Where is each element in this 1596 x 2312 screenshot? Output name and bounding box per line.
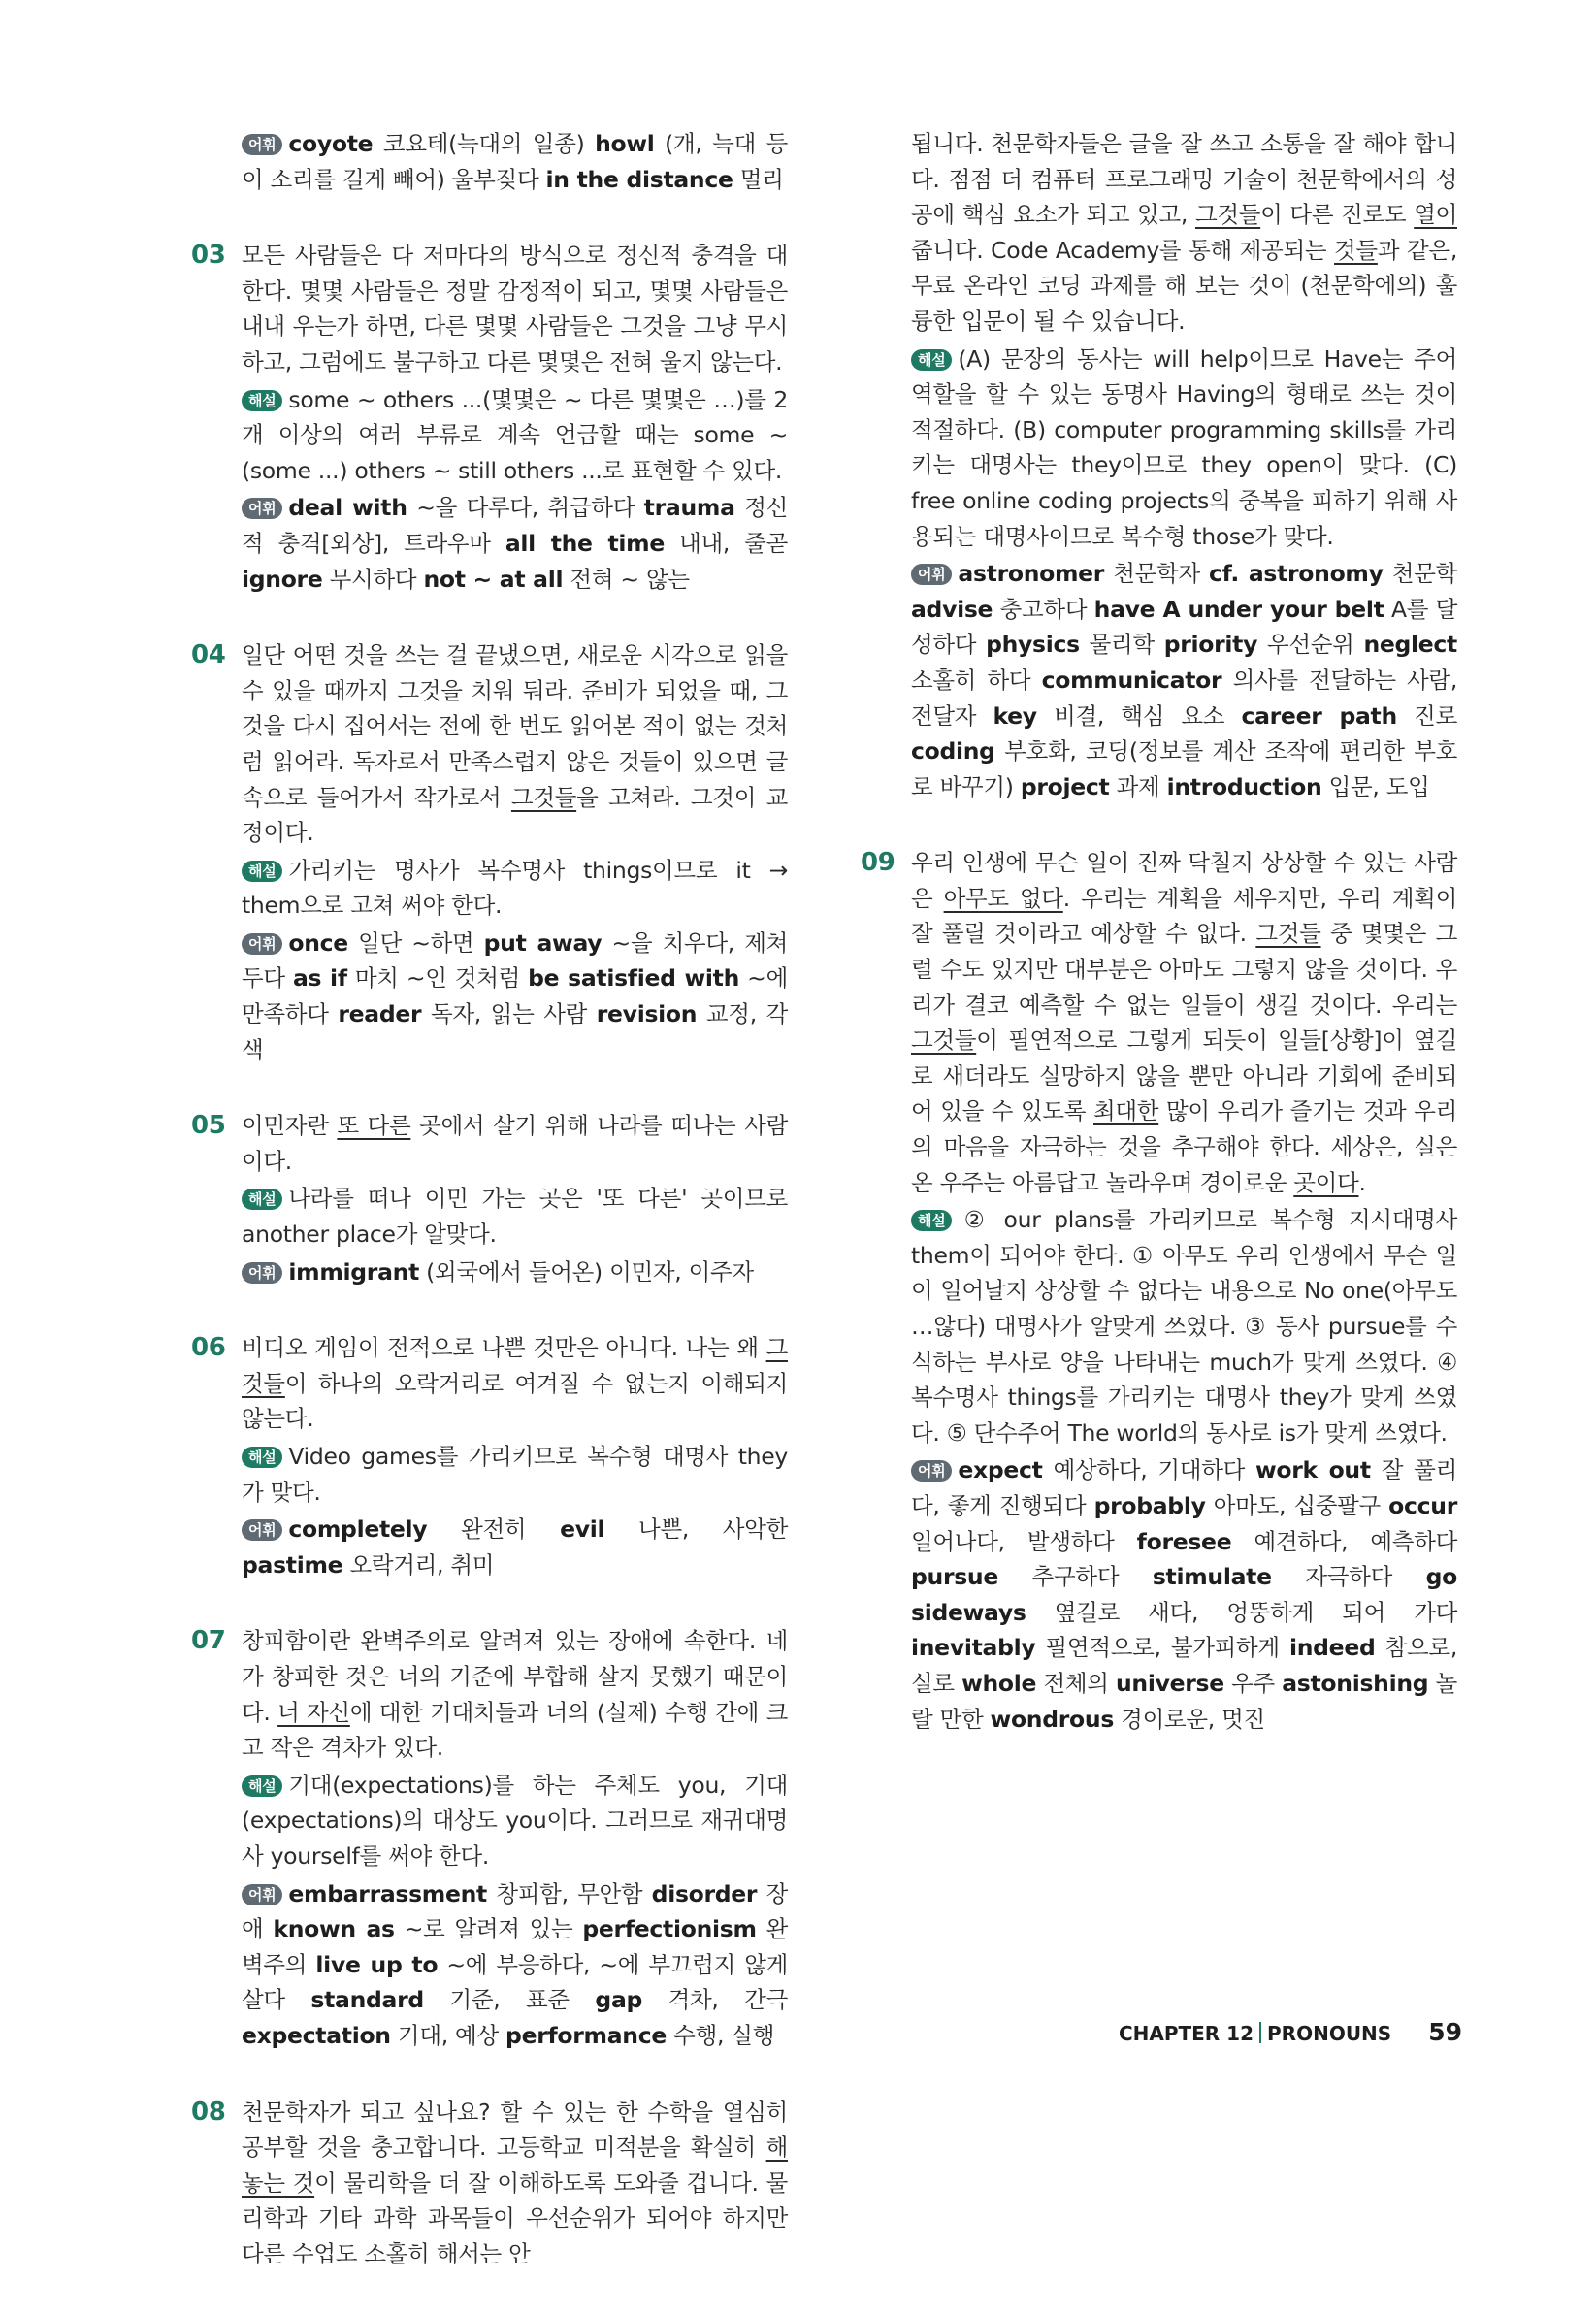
vocab-term: probably	[1093, 1491, 1206, 1519]
item-number: 08	[191, 2097, 226, 2127]
item-04	[191, 637, 788, 1067]
text-run: 내내, 줄곧	[665, 529, 788, 557]
vocab-term: performance	[505, 2021, 667, 2049]
item-07	[191, 1623, 788, 2053]
text-run: 전혀 ~ 않는	[563, 565, 690, 593]
vocab-label: 어휘	[911, 1460, 952, 1482]
passage-translation	[242, 637, 788, 851]
text-run: 교정, 각색	[242, 1000, 788, 1063]
underlined-phrase: 그것들	[1255, 920, 1321, 948]
text-run: 부호화, 코딩(정보를 계산 조작에 편리한 부호로 바꾸기)	[911, 737, 1457, 800]
vocab-term: communicator	[1041, 666, 1222, 694]
text-run: 창피함이란 완벽주의로 알려져 있는 장애에 속한다. 네가 창피한 것은 너의 기준에 부합해 살지 못했기 때문이다.	[242, 1627, 788, 1726]
text-run: ~을 다루다, 취급하다	[407, 494, 644, 522]
text-run: 과제	[1109, 772, 1167, 800]
vocab-term: revision	[596, 1000, 698, 1028]
underlined-phrase: 최대한	[1093, 1097, 1159, 1125]
explanation	[242, 382, 788, 489]
text-run: 완벽주의	[242, 1915, 789, 1978]
vocab-term: go sideways	[911, 1563, 1457, 1626]
passage-translation	[242, 2095, 788, 2272]
text-run: 줍니다. Code Academy를 통해 제공되는	[911, 236, 1335, 264]
vocab-term: reader	[338, 1000, 422, 1028]
text-run: 자극하다	[1271, 1563, 1426, 1591]
item-09	[861, 845, 1457, 1737]
vocab-term: astonishing	[1282, 1669, 1429, 1697]
vocab-term: expect	[958, 1456, 1043, 1484]
section-label: PRONOUNS	[1267, 2022, 1392, 2045]
vocab-term: physics	[986, 631, 1080, 659]
item-number: 06	[191, 1333, 226, 1363]
text-run: A를 달성하다	[911, 595, 1457, 659]
text-run: (외국에서 들어온) 이민자, 이주자	[419, 1257, 754, 1286]
text-run: 오락거리, 취미	[342, 1550, 495, 1579]
text-run: 경이로운, 멋진	[1114, 1705, 1265, 1733]
text-run: 입문, 도입	[1321, 772, 1430, 800]
explain-label: 해설	[911, 1210, 952, 1231]
text-run: 중 몇몇은 그럴 수도 있지만 대부분은 아마도 그렇지 않을 것이다. 우리가 결코 예측할 수 없는 일들이 생길 것이다. 우리는	[911, 920, 1458, 1019]
chapter-label: CHAPTER 12	[1118, 2022, 1254, 2045]
text-run: 진로	[1396, 701, 1457, 730]
vocab-term: not ~ at all	[423, 565, 564, 593]
vocab-term: disorder	[651, 1879, 758, 1907]
text-run: 예상하다, 기대하다	[1042, 1456, 1255, 1484]
vocabulary	[242, 490, 788, 597]
passage-translation	[242, 238, 788, 379]
text-run: 많이 우리가 즐기는 것과 우리의 마음을 자극하는 것을 추구해야 한다. 세상은, 실은 온 우주는 아름답고 놀라우며 경이로운	[911, 1097, 1457, 1196]
vocab-term: immigrant	[288, 1257, 420, 1286]
vocab-term: evil	[560, 1515, 605, 1544]
vocab-term: be satisfied with	[528, 964, 740, 993]
item-number: 05	[191, 1111, 226, 1141]
text-run: 정신적 충격[외상], 트라우마	[242, 494, 788, 557]
text-run: 추구하다	[998, 1563, 1153, 1591]
text-run: 기대(expectations)를 하는 주체도 you, 기대(expectations)의 대상도 you이다. 그러므로 재귀대명사 yourself를 써야 한다.	[242, 1771, 788, 1870]
explain-label: 해설	[242, 1189, 282, 1210]
vocab-term: pastime	[242, 1550, 343, 1579]
text-run: 코요테(늑대의 일종)	[373, 130, 596, 157]
vocab-term: ignore	[242, 565, 323, 593]
text-run: 격차, 간극	[642, 1986, 788, 2014]
vocab-term: key	[993, 701, 1037, 730]
explain-label: 해설	[242, 1447, 282, 1468]
text-run: 우선순위	[1257, 631, 1364, 659]
text-run: 기준, 표준	[423, 1986, 596, 2014]
text-run: (A) 문장의 동사는 will help이므로 Have는 주어 역할을 할 수 있는 동명사 Having의 형태로 쓰는 것이 적절하다. (B) computer programming skills를 가리키는 대명사는 they이므로 they open이 맞다. (C) free online coding projects의 중복을 피하기 위해 사용되는 대명사이므로 복수형 those가 맞다.	[911, 344, 1457, 550]
passage-translation	[242, 1108, 788, 1179]
vocab-term: standard	[310, 1986, 424, 2014]
text-run: 멀리	[733, 165, 784, 193]
vocab-term: advise	[911, 595, 993, 623]
item-number: 07	[191, 1626, 226, 1656]
vocab-term: have A under your belt	[1093, 595, 1384, 623]
text-run: 충고하다	[993, 595, 1094, 623]
explanation	[911, 1202, 1457, 1450]
vocabulary	[242, 1876, 788, 2054]
left-items	[191, 238, 788, 2271]
text-run: 물리학	[1079, 631, 1164, 659]
vocabulary	[242, 1512, 788, 1582]
explain-label: 해설	[242, 390, 282, 411]
vocab-term: completely	[288, 1515, 428, 1544]
vocab-label: 어휘	[242, 134, 282, 155]
footer-divider	[1259, 2022, 1261, 2043]
passage-translation	[242, 1623, 788, 1765]
explain-label: 해설	[911, 349, 952, 371]
text-run: 무시하다	[322, 565, 424, 593]
vocab-term: pursue	[911, 1563, 998, 1591]
text-run: 됩니다. 천문학자들은 글을 잘 쓰고 소통을 잘 해야 합니다. 점점 더 컴퓨터 프로그래밍 기술이 천문학에서의 성공에 핵심 요소가 되고 있고,	[911, 130, 1457, 229]
underlined-phrase: 그것들	[1194, 201, 1261, 229]
vocab-term: embarrassment	[288, 1879, 487, 1907]
underlined-phrase: 아무도 없다	[943, 884, 1063, 912]
vocabulary	[911, 1452, 1457, 1737]
text-run: 일어나다, 발생하다	[911, 1527, 1137, 1555]
vocab-term: put away	[483, 928, 603, 957]
text-run: 기대, 예상	[390, 2021, 506, 2049]
vocab-label: 어휘	[242, 1519, 282, 1541]
text-run: 예견하다, 예측하다	[1231, 1527, 1458, 1555]
underlined-phrase: 그것들	[242, 1334, 788, 1397]
text-run: 장애	[242, 1879, 788, 1943]
text-run: 에 대한 기대치들과 너의 (실제) 수행 간에 크고 작은 격차가 있다.	[242, 1698, 789, 1762]
intro-vocab-block	[191, 126, 788, 197]
vocab-term: whole	[961, 1669, 1037, 1697]
text-run: 천문학자	[1104, 560, 1210, 588]
vocab-term: wondrous	[990, 1705, 1115, 1733]
item-number: 09	[861, 848, 896, 878]
vocab-term: coding	[911, 737, 995, 765]
text-run: 이 다른 진로도	[1260, 201, 1415, 229]
vocab-term: universe	[1115, 1669, 1224, 1697]
text-run: ② our plans를 가리키므로 복수형 지시대명사 them이 되어야 한다. ① 아무도 우리 인생에서 무슨 일이 일어날지 상상할 수 없다는 내용으로 No one(아무도 …않다) 대명사가 알맞게 쓰였다. ③ 동사 pursue를 수식하는 부사로 양을 나타내는 much가 맞게 쓰였다. ④ 복수명사 things를 가리키는 대명사 they가 맞게 쓰였다. ⑤ 단수주어 The world의 동사로 is가 맞게 쓰였다.	[911, 1206, 1457, 1447]
vocab-term: known as	[273, 1915, 395, 1943]
underlined-phrase: 또 다른	[337, 1112, 411, 1140]
text-run: ~로 알려져 있는	[394, 1915, 583, 1943]
text-run: 천문학자가 되고 싶나요? 할 수 있는 한 수학을 열심히 공부할 것을 충고합니다. 고등학교 미적분을 확실히	[242, 2098, 788, 2162]
text-run: 아마도, 십중팔구	[1205, 1491, 1389, 1519]
vocab-label: 어휘	[242, 933, 282, 955]
text-run: 우주	[1223, 1669, 1283, 1697]
right-column	[861, 126, 1457, 1777]
text-run: 완전히	[427, 1515, 561, 1544]
text-run: ~에 부응하다, ~에 부끄럽지 않게 살다	[242, 1950, 788, 2014]
vocab-term: once	[288, 928, 348, 957]
vocab-term: expectation	[242, 2021, 391, 2049]
text-run: some ~ others ...(몇몇은 ~ 다른 몇몇은 …)를 2개 이상의 여러 부류로 계속 언급할 때는 some ~ (some ...) others ~ still others ...로 표현할 수 있다.	[242, 385, 788, 484]
explain-label: 해설	[242, 1775, 282, 1797]
vocab-term: deal with	[288, 494, 407, 522]
text-run: 우리 인생에 무슨 일이 진짜 닥칠지 상상할 수 있는 사람은	[911, 849, 1457, 912]
vocab-term: priority	[1163, 631, 1258, 659]
text-run: 이민자란	[242, 1112, 338, 1140]
left-column	[191, 126, 788, 2312]
page-footer	[1119, 2018, 1462, 2046]
text-run: 필연적으로, 불가피하게	[1035, 1634, 1289, 1662]
text-run: 비결, 핵심 요소	[1036, 701, 1242, 730]
text-run: 놀랄 만한	[911, 1669, 1457, 1733]
text-run: 마치 ~인 것처럼	[346, 964, 529, 993]
vocab-term: gap	[595, 1986, 643, 2014]
underlined-phrase: 것들	[1334, 236, 1378, 264]
text-run: Video games를 가리키므로 복수형 대명사 they가 맞다.	[242, 1443, 788, 1506]
text-run: 비디오 게임이 전적으로 나쁜 것만은 아니다. 나는 왜	[242, 1334, 766, 1362]
text-run: 일단 ~하면	[347, 928, 484, 957]
text-run: 잘 풀리다, 좋게 진행되다	[911, 1456, 1457, 1519]
text-run: 전체의	[1036, 1669, 1116, 1697]
vocab-term: all the time	[505, 529, 666, 557]
text-run: 소홀히 하다	[911, 666, 1042, 694]
item-08	[191, 2095, 788, 2272]
underlined-phrase: 그것들	[510, 783, 577, 811]
underlined-phrase: 해 놓는 것	[242, 2133, 788, 2197]
item-number: 03	[191, 241, 226, 271]
text-run: 창피함, 무안함	[487, 1879, 652, 1907]
text-run: 이 하나의 오락거리로 여겨질 수 없는지 이해되지 않는다.	[242, 1369, 788, 1433]
vocab-term: trauma	[643, 494, 735, 522]
explanation	[242, 1181, 788, 1252]
vocab-term: astronomer	[958, 560, 1105, 588]
text-run: 일단 어떤 것을 쓰는 걸 끝냈으면, 새로운 시각으로 읽을 수 있을 때까지 그것을 치워 둬라. 준비가 되었을 때, 그것을 다시 집어서는 전에 한 번도 읽어본 적이 없는 것처럼 읽어라. 독자로서 만족스럽지 않은 것들이 있으면 글 속으로 들어가서 작가로서	[242, 641, 788, 811]
explanation	[242, 1439, 788, 1510]
text-run: 옆길로 새다, 엉뚱하게 되어 가다	[1026, 1598, 1457, 1626]
vocab-term: live up to	[315, 1950, 439, 1978]
vocab-term: perfectionism	[582, 1915, 757, 1943]
item-06	[191, 1330, 788, 1582]
item-08-continued	[861, 126, 1457, 804]
vocab-term: inevitably	[911, 1634, 1036, 1662]
explain-label: 해설	[242, 861, 282, 882]
text-run: 이 물리학을 더 잘 이해하도록 도와줄 겁니다. 물리학과 기타 과학 과목들이 우선순위가 되어야 하지만 다른 수업도 소홀히 해서는 안	[242, 2168, 788, 2267]
vocab-term: as if	[292, 964, 347, 993]
underlined-phrase: 열어	[1414, 201, 1457, 229]
vocab-term: coyote	[288, 130, 374, 157]
vocab-label: 어휘	[911, 564, 952, 585]
vocab-term: work out	[1255, 1456, 1371, 1484]
text-run: 을 고쳐라. 그것이 교정이다.	[242, 783, 789, 847]
item-03	[191, 238, 788, 597]
explanation	[242, 853, 788, 924]
vocab-label: 어휘	[242, 1884, 282, 1905]
text-run: 이 필연적으로 그렇게 되듯이 일들[상황]이 옆길로 새더라도 실망하지 않을 뿐만 아니라 기회에 준비되어 있을 수 있도록	[911, 1026, 1457, 1125]
text-run: ~에 만족하다	[242, 964, 788, 1028]
vocab-term: indeed	[1288, 1634, 1376, 1662]
vocab-label: 어휘	[242, 498, 282, 519]
vocab-term: neglect	[1363, 631, 1457, 659]
text-run: 가리키는 명사가 복수명사 things이므로 it → them으로 고쳐 써야 한다.	[242, 856, 788, 920]
vocab-paragraph	[242, 126, 788, 197]
vocabulary	[242, 1254, 788, 1290]
vocab-term: career path	[1241, 701, 1397, 730]
underlined-phrase: 너 자신	[277, 1698, 350, 1726]
passage-translation	[911, 845, 1457, 1200]
vocabulary	[911, 556, 1457, 804]
passage-translation	[242, 1330, 788, 1437]
vocabulary	[242, 926, 788, 1067]
text-run: 나쁜, 사악한	[604, 1515, 788, 1544]
text-run: . 우리는 계획을 세우지만, 우리 계획이 잘 풀릴 것이라고 예상할 수 없다.	[911, 884, 1457, 948]
text-run: ~을 치우다, 제쳐두다	[242, 928, 788, 993]
text-run: 과 같은, 무료 온라인 코딩 과제를 해 보는 것이 (천문학에의) 훌륭한 입문이 될 수 있습니다.	[911, 236, 1457, 335]
vocab-term: introduction	[1166, 772, 1322, 800]
item-number: 04	[191, 640, 226, 670]
text-run: 천문학	[1383, 560, 1457, 588]
passage-translation	[911, 126, 1457, 340]
vocab-term: stimulate	[1152, 1563, 1272, 1591]
text-run: 의사를 전달하는 사람, 전달자	[911, 666, 1457, 730]
text-run: 모든 사람들은 다 저마다의 방식으로 정신적 충격을 대한다. 몇몇 사람들은 정말 감정적이 되고, 몇몇 사람들은 내내 우는가 하면, 다른 몇몇 사람들은 그것을 그냥 무시하고, 그럼에도 불구하고 다른 몇몇은 전혀 울지 않는다.	[242, 242, 788, 375]
text-run: 곳에서 살기 위해 나라를 떠나는 사람이다.	[242, 1112, 788, 1175]
text-run: .	[1358, 1168, 1366, 1196]
vocab-term: in the distance	[545, 165, 733, 193]
text-run: 참으로, 실로	[911, 1634, 1457, 1697]
text-run: 나라를 떠나 이민 가는 곳은 '또 다른' 곳이므로 another place가 알맞다.	[242, 1185, 788, 1249]
explanation	[911, 342, 1457, 555]
text-run: 수행, 실행	[667, 2021, 775, 2049]
underlined-phrase: 그것들	[911, 1026, 977, 1055]
vocab-term: foresee	[1136, 1527, 1232, 1555]
vocab-term: occur	[1388, 1491, 1457, 1519]
text-run: (개, 늑대 등이 소리를 길게 빼어) 울부짖다	[242, 130, 788, 193]
explanation	[242, 1768, 788, 1874]
page-number: 59	[1428, 2018, 1462, 2046]
vocab-label: 어휘	[242, 1262, 282, 1284]
text-run: 독자, 읽는 사람	[421, 1000, 597, 1028]
underlined-phrase: 곳이다	[1293, 1168, 1359, 1196]
vocab-term: cf. astronomy	[1209, 560, 1384, 588]
vocab-term: howl	[595, 130, 655, 157]
item-05	[191, 1108, 788, 1289]
vocab-term: project	[1020, 772, 1110, 800]
